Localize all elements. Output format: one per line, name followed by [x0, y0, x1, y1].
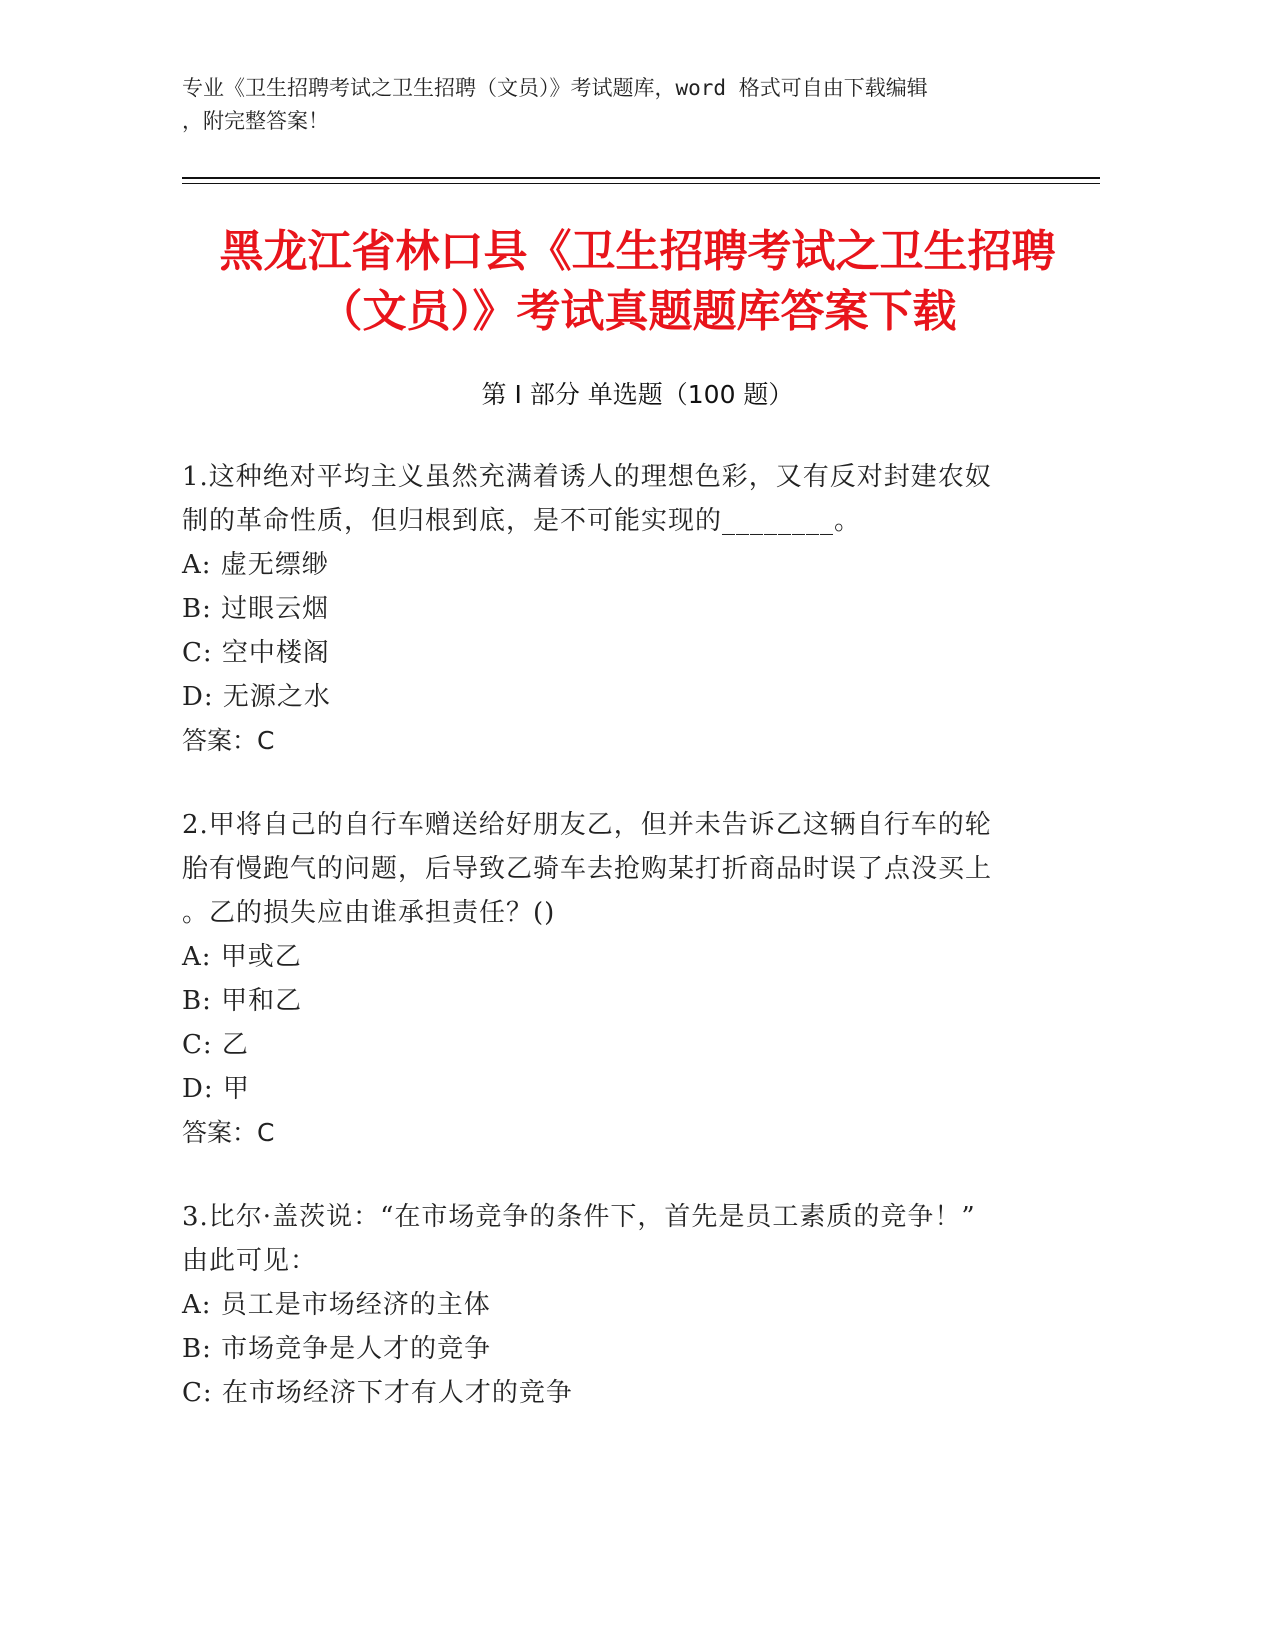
- option-a: A: 员工是市场经济的主体: [182, 1290, 491, 1320]
- section-heading: 第 I 部分 单选题（100 题）: [481, 380, 794, 409]
- question-stem-line: 由此可见：: [182, 1246, 318, 1276]
- question-stem-line: 。乙的损失应由谁承担责任？(): [182, 898, 556, 928]
- question-stem: [182, 803, 1062, 935]
- question-2: [182, 803, 1062, 1155]
- option-c: C: 空中楼阁: [182, 638, 330, 668]
- header-divider-thin: [182, 183, 1100, 184]
- option-a: A: 虚无缥缈: [182, 550, 329, 580]
- header-divider-thick: [182, 177, 1100, 179]
- question-stem-line: 制的革命性质，但归根到底，是不可能实现的________。: [182, 506, 862, 536]
- question-stem-line: 1.这种绝对平均主义虽然充满着诱人的理想色彩，又有反对封建农奴: [182, 462, 992, 492]
- header-note-line: ，附完整答案！: [182, 109, 329, 133]
- document-title-line: 黑龙江省林口县《卫生招聘考试之卫生招聘: [219, 226, 1056, 277]
- question-stem-line: 2.甲将自己的自行车赠送给好朋友乙，但并未告诉乙这辆自行车的轮: [182, 810, 992, 840]
- answer: 答案：C: [182, 726, 275, 755]
- option-c: C: 在市场经济下才有人才的竞争: [182, 1378, 573, 1408]
- document-title-line: （文员）》考试真题题库答案下载: [318, 286, 957, 337]
- header-note-line: 专业《卫生招聘考试之卫生招聘（文员）》考试题库，word 格式可自由下载编辑: [182, 76, 928, 100]
- option-a: A: 甲或乙: [182, 942, 302, 972]
- option-b: B: 市场竞争是人才的竞争: [182, 1334, 492, 1364]
- option-d: D: 无源之水: [182, 682, 331, 712]
- answer: 答案：C: [182, 1118, 275, 1147]
- question-stem-line: 3.比尔·盖茨说：“在市场竞争的条件下，首先是员工素质的竞争！”: [182, 1202, 976, 1232]
- question-1: [182, 455, 1062, 763]
- document-title: [160, 222, 1115, 342]
- question-3: [182, 1195, 1062, 1415]
- option-b: B: 甲和乙: [182, 986, 303, 1016]
- option-d: D: 甲: [182, 1074, 250, 1104]
- option-c: C: 乙: [182, 1030, 249, 1060]
- option-b: B: 过眼云烟: [182, 594, 330, 624]
- question-stem: [182, 455, 1062, 543]
- header-note: [182, 72, 1062, 138]
- question-stem-line: 胎有慢跑气的问题，后导致乙骑车去抢购某打折商品时误了点没买上: [182, 854, 993, 884]
- question-stem: [182, 1195, 1062, 1283]
